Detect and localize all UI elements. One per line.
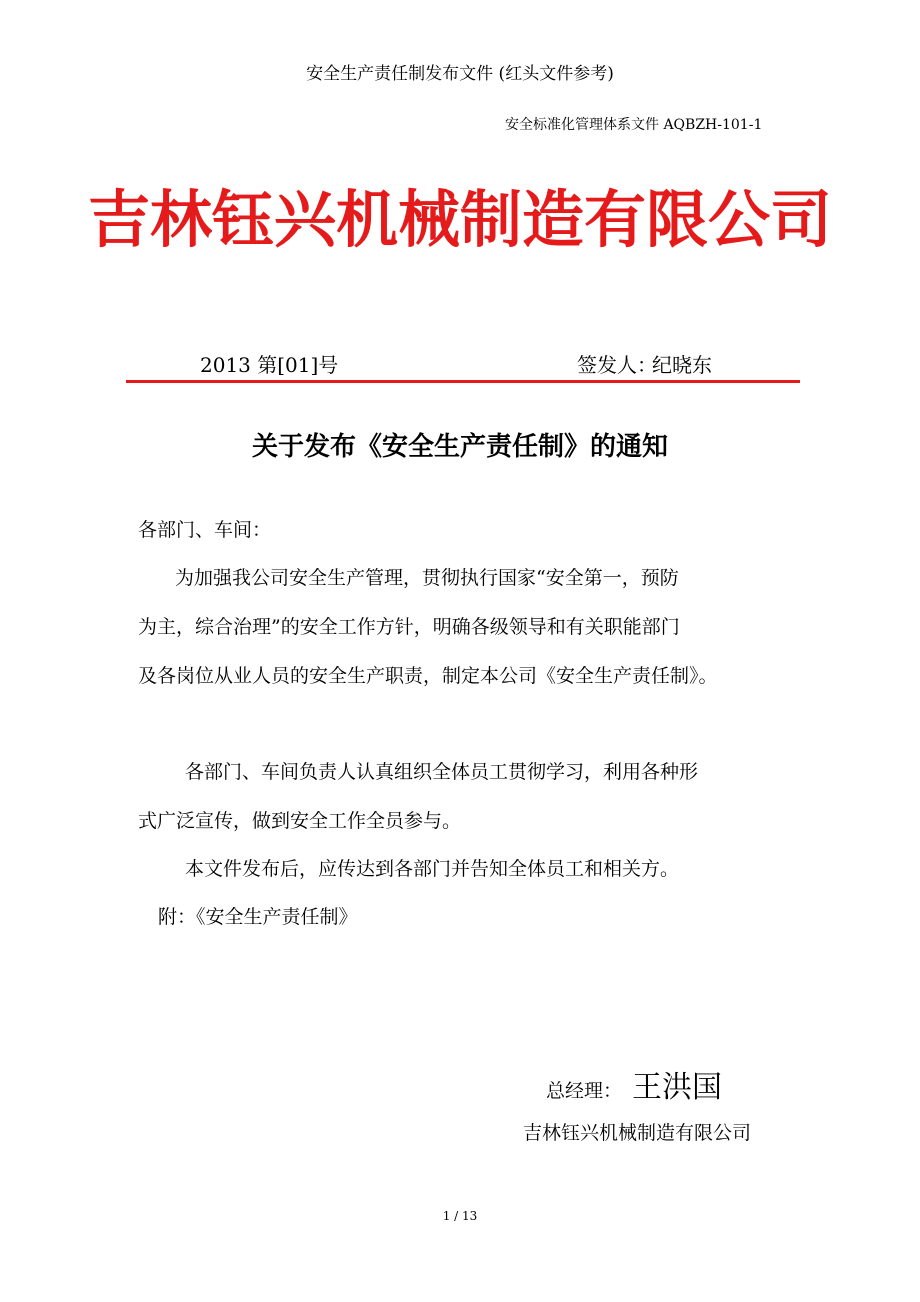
body-line-4: 各部门、车间负责人认真组织全体员工贯彻学习，利用各种形 bbox=[185, 761, 699, 783]
signature-label: 总经理： bbox=[546, 1080, 623, 1102]
company-letterhead-banner: 吉林钰兴机械制造有限公司 bbox=[87, 183, 832, 256]
attachment-line: 附：《安全生产责任制》 bbox=[158, 906, 358, 928]
notice-title: 关于发布《安全生产责任制》的通知 bbox=[251, 432, 668, 462]
body-line-5: 式广泛宣传，做到安全工作全员参与。 bbox=[138, 810, 462, 832]
issuer-label: 签发人： bbox=[577, 353, 657, 377]
body-line-6: 本文件发布后，应传达到各部门并告知全体员工和相关方。 bbox=[185, 858, 680, 880]
signature-name: 王洪国 bbox=[632, 1070, 722, 1105]
signing-company: 吉林钰兴机械制造有限公司 bbox=[523, 1122, 752, 1144]
body-line-3: 及各岗位从业人员的安全生产职责，制定本公司《安全生产责任制》。 bbox=[138, 665, 718, 687]
salutation: 各部门、车间： bbox=[138, 519, 272, 541]
body-line-1: 为加强我公司安全生产管理，贯彻执行国家“安全第一，预防 bbox=[175, 567, 679, 589]
body-line-2: 为主，综合治理”的安全工作方针，明确各级领导和有关职能部门 bbox=[138, 616, 680, 638]
document-header-title: 安全生产责任制发布文件 (红头文件参考) bbox=[306, 64, 614, 84]
red-divider-line bbox=[126, 380, 800, 383]
issuer-name: 纪晓东 bbox=[652, 353, 712, 377]
document-number: 2013 第[01]号 bbox=[200, 353, 339, 377]
system-document-code: 安全标准化管理体系文件 AQBZH-101-1 bbox=[505, 117, 763, 133]
page-number: 1 / 13 bbox=[442, 1209, 478, 1223]
